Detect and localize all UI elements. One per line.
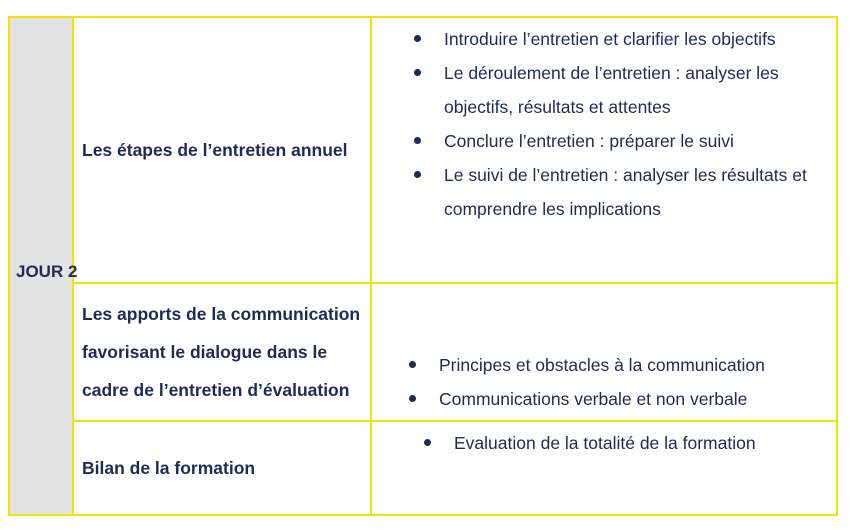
bullet-icon [414,35,421,42]
details-cell [372,18,836,282]
table-row [74,284,836,422]
day-label: JOUR 2 [16,262,78,281]
table-row [74,18,836,284]
bullet-icon [414,69,421,76]
bullet-icon [409,395,416,402]
program-table [8,16,838,516]
topic-cell [74,18,372,282]
list-item: Le déroulement de l’entretien : analyser les objectifs, résultats et attentes [414,56,814,124]
topic-cell [74,284,372,420]
list-item: Principes et obstacles à la communication [409,348,829,382]
topic-cell [74,422,372,514]
topic-title: Les apports de la communication favorisant le dialogue dans le cadre de l’entretien d’évaluation [82,304,361,400]
list-item: Conclure l’entretien : préparer le suivi [414,124,814,158]
list-item: Le suivi de l’entretien : analyser les résultats et comprendre les implications [414,158,814,226]
topic-title: Bilan de la formation [82,458,256,478]
bullet-list [424,426,844,460]
bullet-list [414,22,814,226]
list-item: Communications verbale et non verbale [409,382,829,416]
bullet-icon [414,171,421,178]
bullet-list [409,348,829,416]
list-item: Introduire l’entretien et clarifier les objectifs [414,22,814,56]
topic-title: Les étapes de l’entretien annuel [82,140,348,160]
table-row [74,422,836,514]
details-cell [372,284,836,420]
bullet-icon [424,439,431,446]
list-item: Evaluation de la totalité de la formation [424,426,844,460]
bullet-icon [409,361,416,368]
details-cell [372,422,836,514]
bullet-icon [414,137,421,144]
day-column [10,18,78,514]
